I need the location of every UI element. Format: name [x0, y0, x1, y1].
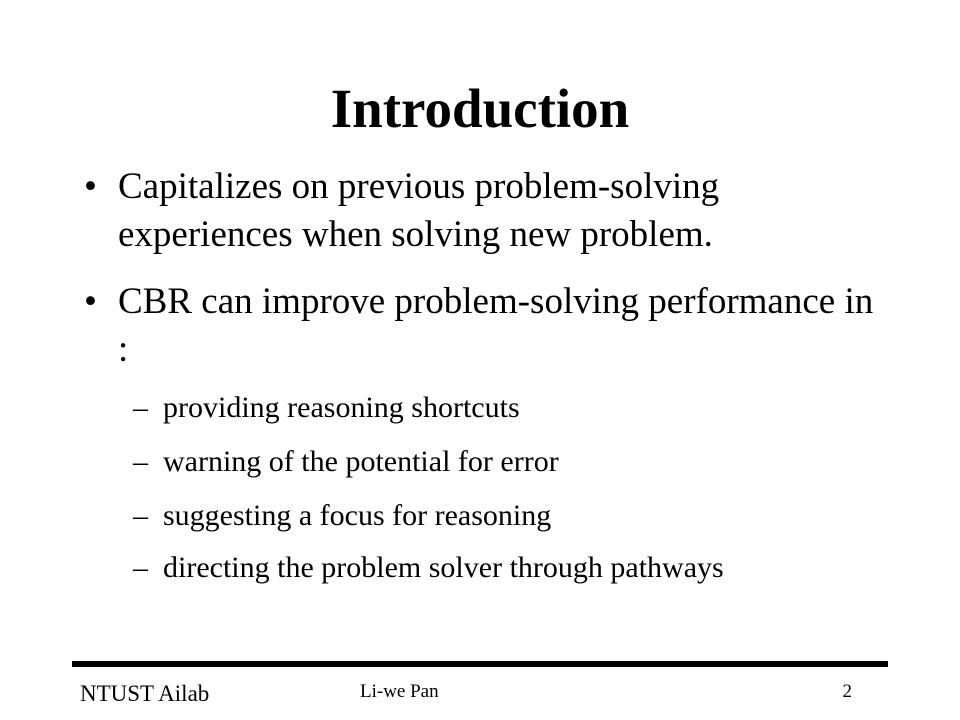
bullet-mark: •	[84, 281, 97, 322]
bullet-mark: •	[84, 166, 97, 207]
sub-bullet-text: suggesting a focus for reasoning	[163, 499, 552, 532]
sub-bullet-text: warning of the potential for error	[163, 445, 559, 478]
bullet-item	[84, 163, 884, 259]
sub-bullet-text: providing reasoning shortcuts	[163, 391, 520, 424]
sub-bullet-item	[133, 496, 913, 536]
footer-author: Li-we Pan	[360, 681, 439, 702]
slide-title: Introduction	[330, 78, 630, 139]
sub-bullet-text: directing the problem solver through pathways	[163, 551, 724, 584]
sub-bullet-item	[133, 548, 913, 588]
sub-bullet-item	[133, 442, 913, 482]
footer-organization: NTUST Ailab	[80, 681, 210, 706]
sub-bullet-mark: –	[133, 551, 148, 584]
sub-bullet-item	[133, 388, 913, 428]
bullet-item	[84, 278, 884, 374]
page-number: 2	[842, 681, 852, 702]
sub-bullet-mark: –	[133, 499, 148, 532]
bullet-text: CBR can improve problem-solving performance in :	[118, 281, 874, 370]
sub-bullet-mark: –	[133, 445, 148, 478]
sub-bullet-mark: –	[133, 391, 148, 424]
bullet-text: Capitalizes on previous problem-solving experiences when solving new problem.	[118, 166, 720, 255]
footer-divider	[72, 661, 888, 667]
